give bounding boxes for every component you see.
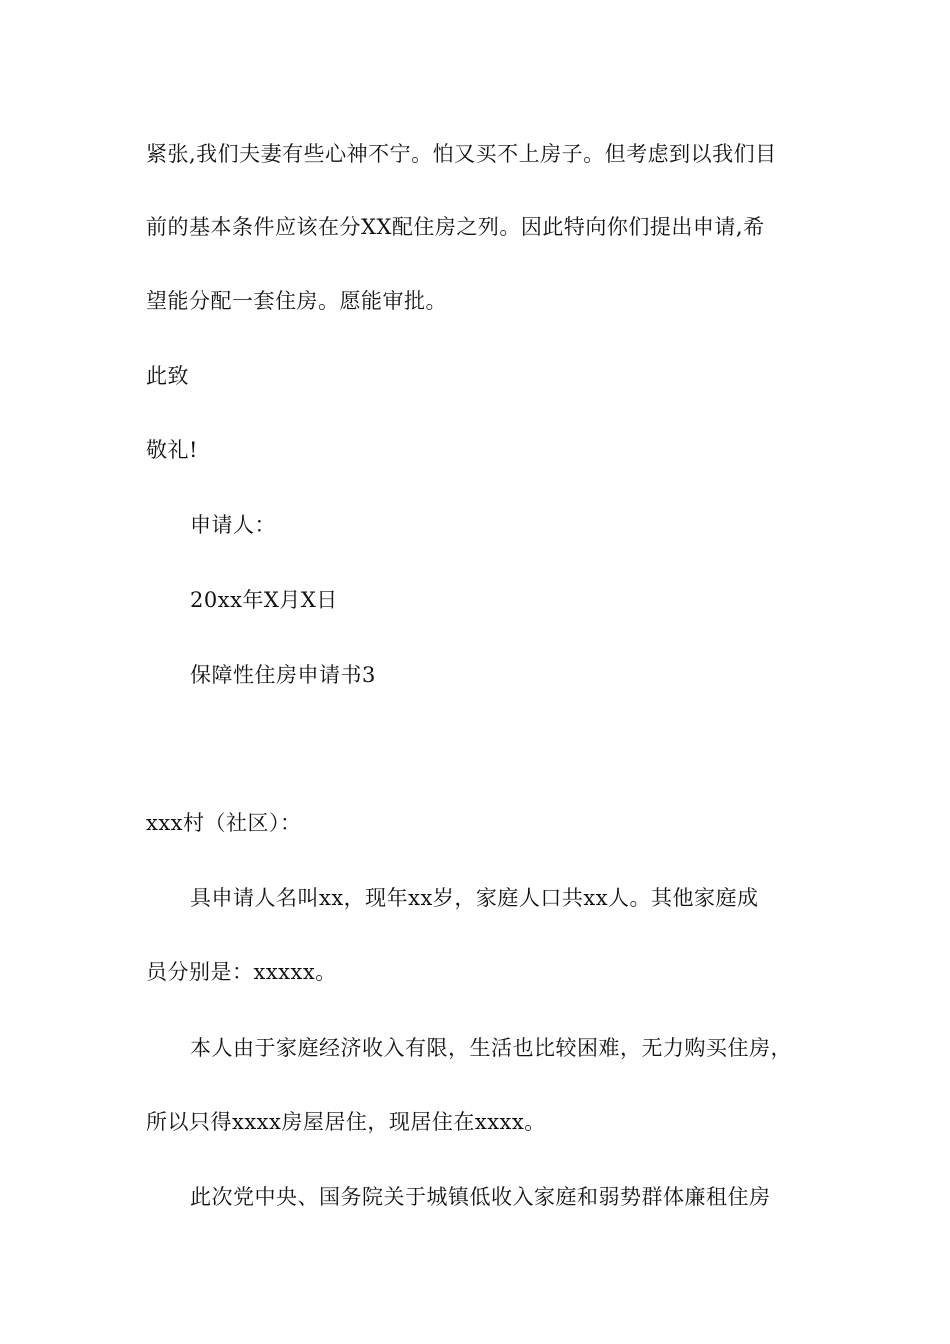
closing-regards: 敬礼! [146,438,198,462]
body-paragraph-line: 前的基本条件应该在分XX配住房之列。因此特向你们提出申请,希 [146,215,765,239]
recipient-line: xxx村（社区）： [146,811,302,835]
body-paragraph-line: 具申请人名叫xx，现年xx岁，家庭人口共xx人。其他家庭成 [190,886,759,910]
body-paragraph-line: 员分别是：xxxxx。 [146,960,337,984]
closing-salutation: 此致 [146,364,189,388]
applicant-signature-label: 申请人： [190,513,276,537]
body-paragraph-line: 本人由于家庭经济收入有限，生活也比较困难，无力购买住房， [190,1036,792,1060]
body-paragraph-line: 望能分配一套住房。愿能审批。 [146,289,447,313]
body-paragraph-line: 此次党中央、国务院关于城镇低收入家庭和弱势群体廉租住房 [190,1185,771,1209]
body-paragraph-line: 紧张,我们夫妻有些心神不宁。怕又买不上房子。但考虑到以我们目 [146,142,777,166]
section-title: 保障性住房申请书3 [190,663,376,687]
body-paragraph-line: 所以只得xxxx房屋居住，现居住在xxxx。 [146,1110,546,1134]
date-line: 20xx年X月X日 [190,588,338,612]
